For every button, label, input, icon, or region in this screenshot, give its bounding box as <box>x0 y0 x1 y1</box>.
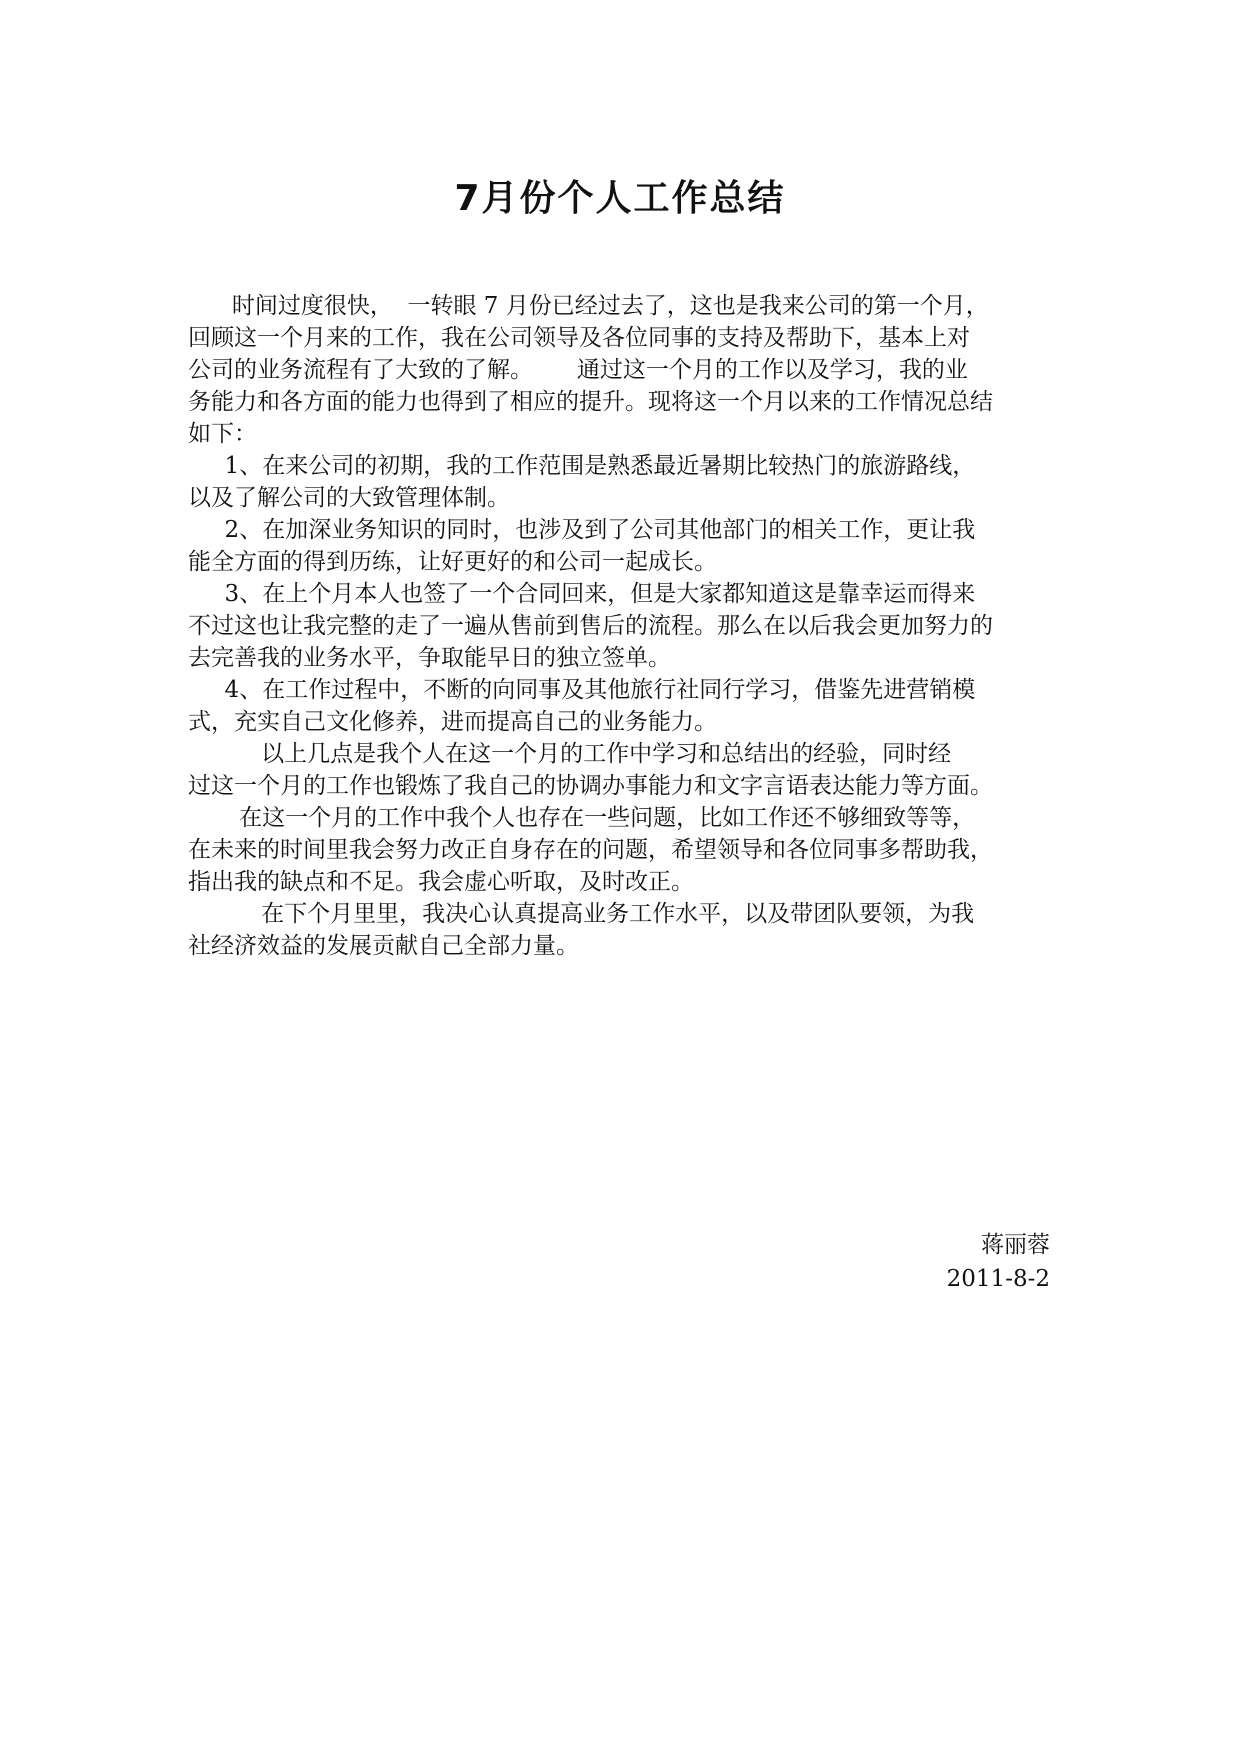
body-line: 以及了解公司的大致管理体制。 <box>188 485 510 511</box>
body-line: 以上几点是我个人在这一个月的工作中学习和总结出的经验，同时经 <box>188 741 952 767</box>
signature-date: 2011-8-2 <box>946 1266 1050 1292</box>
body-line: 公司的业务流程有了大致的了解。 通过这一个月的工作以及学习，我的业 <box>188 357 968 383</box>
body-line: 务能力和各方面的能力也得到了相应的提升。现将这一个月以来的工作情况总结 <box>188 389 993 415</box>
body-line: 在下个月里里，我决心认真提高业务工作水平，以及带团队要领，为我 <box>188 901 975 927</box>
body-line: 2、在加深业务知识的同时，也涉及到了公司其他部门的相关工作，更让我 <box>188 517 976 543</box>
body-line: 如下： <box>188 421 257 447</box>
body-line: 能全方面的得到历练，让好更好的和公司一起成长。 <box>188 549 717 575</box>
body-line: 1、在来公司的初期，我的工作范围是熟悉最近暑期比较热门的旅游路线， <box>188 453 976 479</box>
signature-name: 蒋丽蓉 <box>981 1232 1050 1258</box>
body-line: 在未来的时间里我会努力改正自身存在的问题，希望领导和各位同事多帮助我， <box>188 837 993 863</box>
document-body <box>188 290 1058 962</box>
body-line: 4、在工作过程中，不断的向同事及其他旅行社同行学习，借鉴先进营销模 <box>188 677 976 703</box>
body-line: 回顾这一个月来的工作，我在公司领导及各位同事的支持及帮助下，基本上对 <box>188 325 970 351</box>
body-line: 社经济效益的发展贡献自己全部力量。 <box>188 933 579 959</box>
body-line: 指出我的缺点和不足。我会虚心听取，及时改正。 <box>188 869 694 895</box>
body-line: 时间过度很快， 一转眼 7 月份已经过去了，这也是我来公司的第一个月， <box>188 293 989 319</box>
document-title: 7月份个人工作总结 <box>454 178 786 219</box>
body-line: 不过这也让我完整的走了一遍从售前到售后的流程。那么在以后我会更加努力的 <box>188 613 993 639</box>
signature-block <box>947 1228 1050 1296</box>
body-line: 过这一个月的工作也锻炼了我自己的协调办事能力和文字言语表达能力等方面。 <box>188 773 993 799</box>
body-line: 在这一个月的工作中我个人也存在一些问题，比如工作还不够细致等等， <box>188 805 976 831</box>
body-line: 式，充实自己文化修养，进而提高自己的业务能力。 <box>188 709 717 735</box>
body-line: 去完善我的业务水平，争取能早日的独立签单。 <box>188 645 671 671</box>
body-line: 3、在上个月本人也签了一个合同回来，但是大家都知道这是靠幸运而得来 <box>188 581 976 607</box>
